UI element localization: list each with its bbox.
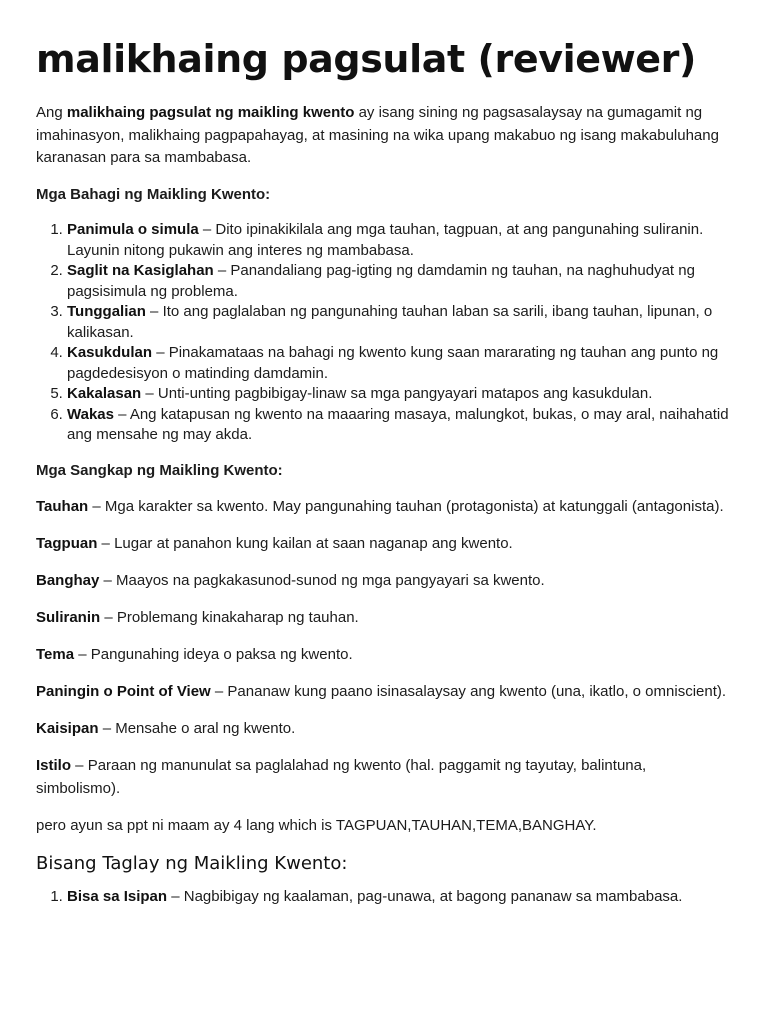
list-item-term: Bisa sa Isipan <box>67 888 168 905</box>
sangkap-term: Paningin o Point of View <box>36 683 211 700</box>
list-item-term: Panimula o simula <box>67 221 199 238</box>
bahagi-list <box>36 220 732 446</box>
list-item <box>67 261 732 302</box>
intro-text-after: ay isang sining ng pagsasalaysay na gumagamit ng imahinasyon, malikhaing pagpapahayag, at masining na wika upang makabuo ng isang makabuluhang karanasan para sa mambabasa. <box>36 104 719 166</box>
intro-text-before: Ang <box>36 104 67 121</box>
bisa-heading: Bisang Taglay ng Maikling Kwento: <box>36 853 348 874</box>
sangkap-paragraph <box>36 496 732 519</box>
sangkap-term: Istilo <box>36 757 72 774</box>
sangkap-term: Tagpuan <box>36 535 98 552</box>
sangkap-term: Banghay <box>36 572 100 589</box>
sangkap-desc: – Problemang kinakaharap ng tauhan. <box>100 609 359 626</box>
intro-paragraph <box>36 102 732 170</box>
list-item-term: Wakas <box>67 405 114 423</box>
bahagi-heading: Mga Bahagi ng Maikling Kwento: <box>36 185 271 203</box>
list-item <box>67 405 732 446</box>
sangkap-paragraph <box>36 533 732 556</box>
sangkap-paragraph <box>36 607 732 630</box>
list-item-term: Kakalasan <box>67 385 142 402</box>
sangkap-paragraph <box>36 755 732 800</box>
sangkap-desc: – Maayos na pagkakasunod-sunod ng mga pangyayari sa kwento. <box>99 572 545 589</box>
sangkap-term: Tauhan <box>36 498 89 515</box>
list-item-term: Saglit na Kasiglahan <box>67 262 214 279</box>
sangkap-paragraph <box>36 681 732 704</box>
list-item-desc: – Ito ang paglalaban ng pangunahing tauhan laban sa sarili, ibang tauhan, lipunan, o kalikasan. <box>67 303 713 341</box>
bisa-list <box>36 887 732 908</box>
sangkap-term: Tema <box>36 646 75 663</box>
list-item <box>67 220 732 261</box>
sangkap-desc: – Mensahe o aral ng kwento. <box>98 720 296 737</box>
intro-bold-term: malikhaing pagsulat ng maikling kwento <box>66 104 355 121</box>
list-item-desc: – Unti-unting pagbibigay-linaw sa mga pangyayari matapos ang kasukdulan. <box>141 385 653 402</box>
list-item-desc: – Ang katapusan ng kwento na maaaring masaya, malungkot, bukas, o may aral, naihahatid ang mensahe ng may akda. <box>67 405 729 443</box>
list-item-desc: – Dito ipinakikilala ang mga tauhan, tagpuan, at ang pangunahing suliranin. Layunin nitong pukawin ang interes ng mambabasa. <box>67 221 704 259</box>
sangkap-desc: – Pananaw kung paano isinasalaysay ang kwento (una, ikatlo, o omniscient). <box>210 683 727 700</box>
list-item <box>67 343 732 384</box>
list-item <box>67 384 732 405</box>
sangkap-paragraph <box>36 718 732 741</box>
sangkap-paragraph <box>36 644 732 667</box>
list-item-desc: – Pinakamataas na bahagi ng kwento kung saan mararating ng tauhan ang punto ng pagdedesisyon o matinding damdamin. <box>67 344 719 382</box>
sangkap-desc: – Lugar at panahon kung kailan at saan naganap ang kwento. <box>97 535 513 552</box>
sangkap-paragraph <box>36 570 732 593</box>
sangkap-desc: – Paraan ng manunulat sa paglalahad ng kwento (hal. paggamit ng tayutay, balintuna, simbolismo). <box>36 757 647 797</box>
sangkap-term: Suliranin <box>36 609 101 626</box>
note-paragraph: pero ayun sa ppt ni maam ay 4 lang which is TAGPUAN,TAUHAN,TEMA,BANGHAY. <box>36 816 597 834</box>
list-item <box>67 302 732 343</box>
list-item-desc: – Panandaliang pag-igting ng damdamin ng tauhan, na naghuhudyat ng pagsisimula ng problema. <box>67 262 695 300</box>
list-item-term: Kasukdulan <box>67 344 153 361</box>
sangkap-desc: – Pangunahing ideya o paksa ng kwento. <box>74 646 353 663</box>
list-item-term: Tunggalian <box>67 303 146 320</box>
sangkap-desc: – Mga karakter sa kwento. May pangunahing tauhan (protagonista) at katunggali (antagonista). <box>88 498 724 515</box>
sangkap-heading: Mga Sangkap ng Maikling Kwento: <box>36 461 283 479</box>
list-item <box>67 887 732 908</box>
sangkap-term: Kaisipan <box>36 720 99 737</box>
list-item-desc: – Nagbibigay ng kaalaman, pag-unawa, at bagong pananaw sa mambabasa. <box>167 888 683 905</box>
page-title: malikhaing pagsulat (reviewer) <box>36 37 696 81</box>
